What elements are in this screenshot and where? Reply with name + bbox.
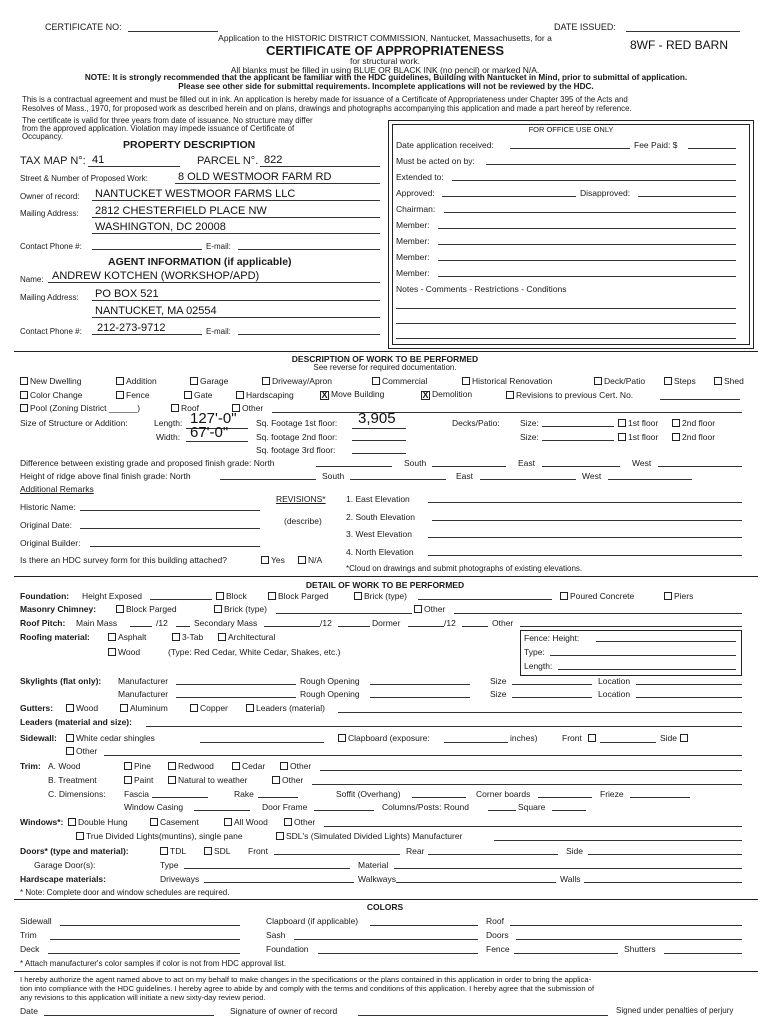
color-roof: Roof	[486, 916, 504, 926]
cb-gutter-copper[interactable]: Copper	[190, 703, 228, 713]
cb-move-building[interactable]: X Move Building	[321, 389, 385, 400]
original-builder-label: Original Builder:	[20, 538, 81, 548]
cb-sidewall-front[interactable]	[588, 733, 598, 743]
cb-poured[interactable]: Poured Concrete	[560, 591, 634, 601]
office-member-3: Member:	[396, 252, 430, 262]
ridge-south: South	[322, 471, 345, 481]
cb-window-other[interactable]: Other	[284, 817, 315, 827]
cb-treatment-other[interactable]: Other	[272, 775, 303, 785]
cb-deck-1st[interactable]: 1st floor	[618, 418, 658, 428]
color-foundation: Foundation	[266, 944, 309, 954]
fence-height-label: Fence: Height:	[524, 633, 580, 643]
dormer-12: /12	[444, 618, 456, 628]
cb-gutter-aluminum[interactable]: Aluminum	[120, 703, 168, 713]
phone-label: Contact Phone #:	[20, 242, 82, 251]
rough-opening-2: Rough Opening	[300, 689, 360, 699]
parcel-label: PARCEL N°.	[197, 155, 259, 167]
office-fee-paid: Fee Paid: $	[634, 140, 678, 150]
office-disapproved: Disapproved:	[580, 188, 631, 198]
fence-type-label: Type:	[524, 647, 545, 657]
revision-2: 2. South Elevation	[346, 512, 415, 522]
trim-b-treatment: B. Treatment	[48, 775, 97, 785]
office-member-1: Member:	[396, 220, 430, 230]
agent-name-value[interactable]: ANDREW KOTCHEN (WORKSHOP/APD)	[52, 270, 260, 282]
cb-survey-yes[interactable]: Yes	[261, 555, 285, 565]
auth-line-2: tion into compliance with the HDC guidelines. I hereby agree to abide by and comply with the terms and conditions of this application. I hereby agree that the submission of	[20, 984, 595, 993]
height-exposed: Height Exposed	[82, 591, 143, 601]
windows-label: Windows*:	[20, 817, 64, 827]
cb-survey-na[interactable]: N/A	[298, 555, 322, 565]
cb-hardscaping[interactable]: Hardscaping	[236, 390, 294, 400]
tax-map-value[interactable]: 41	[92, 154, 105, 166]
cb-door-tdl[interactable]: TDL	[160, 846, 186, 856]
date-issued-label: DATE ISSUED:	[554, 22, 616, 32]
size-label: Size of Structure or Addition:	[20, 418, 128, 428]
email-label: E-mail:	[206, 242, 231, 251]
cb-all-wood[interactable]: All Wood	[224, 817, 268, 827]
garage-material-label: Material	[358, 860, 389, 870]
footer-perjury: Signed under penalties of perjury	[616, 1006, 734, 1015]
contract-1: This is a contractual agreement and must be filled out in ink. An application is hereby made for issuance of a Certificate of Appropriateness under Chapter 395 of the Acts and	[22, 95, 628, 104]
sqft1-value[interactable]: 3,905	[358, 410, 396, 427]
secondary-mass-12: /12	[320, 618, 332, 628]
leaders-ms-label: Leaders (material and size):	[20, 717, 132, 727]
office-member-4: Member:	[396, 268, 430, 278]
fence-length-label: Length:	[524, 661, 553, 671]
valid-2: from the approved application. Violation may impede issuance of Certificate of	[22, 124, 295, 133]
auth-line-3: any revisions to this application will initiate a new sixty-day review period.	[20, 993, 266, 1002]
revision-3: 3. West Elevation	[346, 529, 412, 539]
width-label: Width:	[156, 432, 181, 442]
skylight-size-1: Size	[490, 676, 507, 686]
cb-color-change[interactable]: Color Change	[20, 390, 82, 400]
cb-patio-1st[interactable]: 1st floor	[618, 432, 658, 442]
footer-signature-label: Signature of owner of record	[230, 1006, 338, 1016]
valid-1: The certificate is valid for three years from date of issuance. No structure may differ	[22, 116, 313, 125]
color-trim: Trim	[20, 930, 37, 940]
work-heading: DESCRIPTION OF WORK TO BE PERFORMED	[291, 354, 479, 364]
agent-mailing-label: Mailing Address:	[20, 293, 79, 302]
frieze-label: Frieze	[600, 789, 624, 799]
ridge-west: West	[582, 471, 602, 481]
main-mass-label: Main Mass	[76, 618, 118, 628]
agent-mailing-1[interactable]: PO BOX 521	[95, 288, 159, 300]
cb-pool[interactable]: Pool (Zoning District ______)	[20, 403, 140, 413]
patio-size-label: Size:	[520, 432, 539, 442]
color-deck: Deck	[20, 944, 40, 954]
cb-historical[interactable]: Historical Renovation	[462, 376, 552, 386]
cb-garage[interactable]: Garage	[190, 376, 228, 386]
rough-opening-1: Rough Opening	[300, 676, 360, 686]
for-structural: for structural work.	[350, 56, 420, 66]
door-frame-label: Door Frame	[262, 802, 308, 812]
cb-double-hung[interactable]: Double Hung	[68, 817, 128, 827]
mailing-line-1[interactable]: 2812 CHESTERFIELD PLACE NW	[95, 205, 267, 217]
agent-mailing-2[interactable]: NANTUCKET, MA 02554	[95, 305, 217, 317]
cb-masonry-brick[interactable]: Brick (type)	[214, 604, 267, 614]
skylight-location-2: Location	[598, 689, 631, 699]
sqft3-label: Sq. footage 3rd floor:	[256, 445, 336, 455]
roofing-label: Roofing material:	[20, 632, 90, 642]
gutters-label: Gutters:	[20, 703, 54, 713]
soffit-label: Soffit (Overhang)	[336, 789, 401, 799]
additional-remarks: Additional Remarks	[20, 484, 94, 494]
hardscape-label: Hardscape materials:	[20, 874, 106, 884]
office-chairman: Chairman:	[396, 204, 436, 214]
office-extended: Extended to:	[396, 172, 444, 182]
street-label: Street & Number of Proposed Work:	[20, 174, 148, 183]
cb-deck[interactable]: Deck/Patio	[594, 376, 645, 386]
skylight-location-1: Location	[598, 676, 631, 686]
walkways-label: Walkways	[358, 874, 396, 884]
work-see-reverse: See reverse for required documentation.	[313, 363, 457, 372]
cb-brick-type[interactable]: Brick (type)	[354, 591, 407, 601]
color-shutters: Shutters	[624, 944, 656, 954]
revision-4: 4. North Elevation	[346, 547, 414, 557]
grade-west: West	[632, 458, 652, 468]
doors-label: Doors* (type and material):	[20, 846, 129, 856]
sidewall-label: Sidewall:	[20, 733, 57, 743]
grade-diff-label: Difference between existing grade and proposed finish grade: North	[20, 458, 275, 468]
skylight-size-2: Size	[490, 689, 507, 699]
cb-patio-2nd[interactable]: 2nd floor	[672, 432, 715, 442]
cb-gutter-wood[interactable]: Wood	[66, 703, 98, 713]
property-heading: PROPERTY DESCRIPTION	[123, 139, 256, 151]
color-sidewall: Sidewall	[20, 916, 52, 926]
colors-heading: COLORS	[366, 902, 404, 912]
cb-masonry-other[interactable]: Other	[414, 604, 445, 614]
agent-phone-label: Contact Phone #:	[20, 327, 82, 336]
cb-clapboard[interactable]: Clapboard (exposure:	[338, 733, 430, 743]
door-front-label: Front	[248, 846, 268, 856]
cb-trim-other[interactable]: Other	[280, 761, 311, 771]
ridge-label: Height of ridge above final finish grade: North	[20, 471, 191, 481]
owner-label: Owner of record:	[20, 192, 80, 201]
garage-doors-label: Garage Door(s):	[34, 860, 96, 870]
rake-label: Rake	[234, 789, 254, 799]
revisions-describe: (describe)	[284, 516, 322, 526]
cb-deck-2nd[interactable]: 2nd floor	[672, 418, 715, 428]
cb-shed[interactable]: Shed	[714, 376, 744, 386]
door-window-note: * Note: Complete door and window schedules are required.	[20, 888, 230, 897]
main-mass-12: /12	[156, 618, 168, 628]
cb-sidewall-side[interactable]	[680, 733, 690, 743]
skylights-label: Skylights (flat only):	[20, 676, 102, 686]
mailing-line-2[interactable]: WASHINGTON, DC 20008	[95, 221, 226, 233]
color-attach-note: * Attach manufacturer's color samples if color is not from HDC approval list.	[20, 959, 287, 968]
cb-fence[interactable]: Fence	[116, 390, 150, 400]
cb-demolition[interactable]: X Demolition	[422, 389, 473, 400]
grade-south: South	[404, 458, 427, 468]
handwritten-tag: 8WF - RED BARN	[630, 38, 729, 52]
note-2: Please see other side for submittal requirements. Incomplete applications will not be reviewed by the HDC.	[178, 82, 594, 91]
office-heading: FOR OFFICE USE ONLY	[528, 125, 614, 134]
footer-date-label: Date	[20, 1006, 38, 1016]
certificate-no-label: CERTIFICATE NO:	[45, 22, 122, 32]
dormer-label: Dormer	[372, 618, 401, 628]
cb-commercial[interactable]: Commercial	[372, 376, 427, 386]
revision-1: 1. East Elevation	[346, 494, 410, 504]
color-clapboard: Clapboard (if applicable)	[266, 916, 359, 926]
owner-value[interactable]: NANTUCKET WESTMOOR FARMS LLC	[95, 188, 296, 200]
historic-name-label: Historic Name:	[20, 502, 76, 512]
color-sash: Sash	[266, 930, 286, 940]
cb-masonry-block-parged[interactable]: Block Parged	[116, 604, 177, 614]
roof-other-label: Other	[492, 618, 514, 628]
form-title: CERTIFICATE OF APPROPRIATENESS	[265, 43, 505, 58]
wood-type: (Type: Red Cedar, White Cedar, Shakes, etc.)	[168, 647, 341, 657]
skylight-manufacturer-2: Manufacturer	[118, 689, 169, 699]
cb-driveway[interactable]: Driveway/Apron	[262, 376, 332, 386]
blanks-note: All blanks must be filled in using BLUE OR BLACK INK (no pencil) or marked N/A.	[230, 65, 540, 75]
application-to: Application to the HISTORIC DISTRICT COMMISSION, Nantucket, Massachusetts, for a	[218, 33, 552, 43]
cb-asphalt[interactable]: Asphalt	[108, 632, 146, 642]
cb-gate[interactable]: Gate	[184, 390, 212, 400]
cb-roof-wood[interactable]: Wood	[108, 647, 140, 657]
cb-piers[interactable]: Piers	[664, 591, 693, 601]
width-value[interactable]: 67'-0"	[190, 424, 229, 441]
auth-line-1: I hereby authorize the agent named above to act on my behalf to make changes in the specifications or the plans contained in this application in order to bring the applica-	[20, 975, 592, 984]
sqft2-label: Sq. footage 2nd floor:	[256, 432, 338, 442]
masonry-label: Masonry Chimney:	[20, 604, 97, 614]
office-member-2: Member:	[396, 236, 430, 246]
cb-block-parged[interactable]: Block Parged	[268, 591, 329, 601]
cb-addition[interactable]: Addition	[116, 376, 157, 386]
color-fence: Fence	[486, 944, 510, 954]
cb-3tab[interactable]: 3-Tab	[172, 632, 203, 642]
office-acted-on: Must be acted on by:	[396, 156, 475, 166]
office-date-received: Date application received:	[396, 140, 494, 150]
window-casing-label: Window Casing	[124, 802, 184, 812]
cb-redwood[interactable]: Redwood	[168, 761, 214, 771]
valid-3: Occupancy.	[22, 132, 64, 141]
sidewall-front-label: Front	[562, 733, 582, 743]
roof-pitch-label: Roof Pitch:	[20, 618, 66, 628]
decks-label: Decks/Patio:	[452, 418, 500, 428]
trim-c-dim: C. Dimensions:	[48, 789, 106, 799]
grade-east: East	[518, 458, 536, 468]
cb-pine[interactable]: Pine	[124, 761, 151, 771]
cb-sidewall-other[interactable]: Other	[66, 746, 97, 756]
foundation-label: Foundation:	[20, 591, 70, 601]
skylight-manufacturer-1: Manufacturer	[118, 676, 169, 686]
cb-block[interactable]: Block	[216, 591, 247, 601]
corner-label: Corner boards	[476, 789, 531, 799]
mailing-label: Mailing Address:	[20, 209, 79, 218]
walls-label: Walls	[560, 874, 581, 884]
demolition-mark: X	[422, 390, 429, 400]
cb-cedar[interactable]: Cedar	[232, 761, 265, 771]
garage-type-label: Type	[160, 860, 179, 870]
cb-casement[interactable]: Casement	[150, 817, 199, 827]
cb-sdl-full[interactable]: SDL's (Simulated Divided Lights) Manufacturer	[276, 831, 462, 841]
cb-paint[interactable]: Paint	[124, 775, 153, 785]
door-rear-label: Rear	[406, 846, 425, 856]
trim-label: Trim:	[20, 761, 41, 771]
square-label: Square	[518, 802, 546, 812]
sqft1-label: Sq. Footage 1st floor:	[256, 418, 338, 428]
trim-a-wood: A. Wood	[48, 761, 81, 771]
cb-natural[interactable]: Natural to weather	[168, 775, 247, 785]
original-date-label: Original Date:	[20, 520, 72, 530]
cb-door-sdl[interactable]: SDL	[204, 846, 231, 856]
parcel-value[interactable]: 822	[264, 154, 283, 166]
agent-heading: AGENT INFORMATION (if applicable)	[108, 256, 292, 268]
door-side-label: Side	[566, 846, 584, 856]
inches-label: inches)	[510, 733, 538, 743]
tax-map-label: TAX MAP N°:	[20, 155, 86, 167]
color-doors: Doors	[486, 930, 509, 940]
office-approved: Approved:	[396, 188, 435, 198]
note-1: NOTE: It is strongly recommended that the applicant be familiar with the HDC guidelines, Building with Nantucket in Mind, prior to submittal of application.	[84, 73, 688, 82]
detail-heading: DETAIL OF WORK TO BE PERFORMED	[305, 580, 465, 590]
cb-white-cedar[interactable]: White cedar shingles	[66, 733, 155, 743]
length-label: Length:	[154, 418, 183, 428]
cb-architectural[interactable]: Architectural	[218, 632, 275, 642]
columns-label: Columns/Posts: Round	[382, 802, 469, 812]
agent-email-label: E-mail:	[206, 327, 231, 336]
revisions-label: REVISIONS*	[276, 494, 326, 504]
street-value[interactable]: 8 OLD WESTMOOR FARM RD	[178, 171, 332, 183]
decks-size-label: Size:	[520, 418, 539, 428]
cloud-note: *Cloud on drawings and submit photographs of existing elevations.	[346, 564, 583, 573]
fascia-label: Fascia	[124, 789, 150, 799]
cb-leaders[interactable]: Leaders (material)	[246, 703, 325, 713]
office-notes: Notes - Comments - Restrictions - Conditions	[396, 284, 567, 294]
length-value[interactable]: 127'-0"	[190, 410, 237, 427]
cb-steps[interactable]: Steps	[664, 376, 696, 386]
agent-phone-value[interactable]: 212-273-9712	[97, 322, 166, 334]
ridge-east: East	[456, 471, 474, 481]
survey-question: Is there an HDC survey form for this building attached?	[20, 555, 227, 565]
move-building-mark: X	[321, 390, 328, 400]
cb-tdl-full[interactable]: True Divided Lights(muntins), single pane	[76, 831, 243, 841]
contract-2: Resolves of Mass., 1970, for proposed work as described herein and on plans, drawings and photographs accompanying this application and made a part hereof by reference.	[22, 104, 632, 113]
driveways-label: Driveways	[160, 874, 200, 884]
agent-name-label: Name:	[20, 275, 44, 284]
sidewall-side-label: Side	[660, 733, 678, 743]
cb-revisions-prev[interactable]: Revisions to previous Cert. No.	[506, 390, 633, 400]
secondary-mass-label: Secondary Mass	[194, 618, 258, 628]
cb-roof[interactable]: Roof	[171, 403, 199, 413]
cb-new-dwelling[interactable]: New Dwelling	[20, 376, 82, 386]
cb-other[interactable]: Other	[232, 403, 263, 413]
